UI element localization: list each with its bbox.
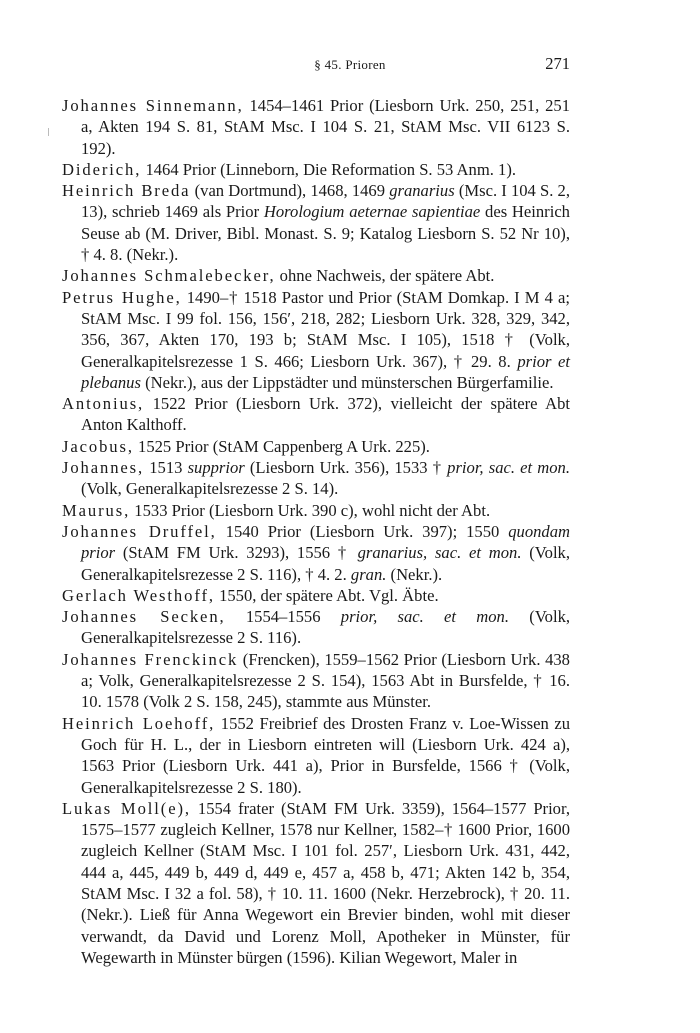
prior-name: Maurus, [62, 500, 131, 520]
running-head [0, 54, 700, 76]
latin-term: prior, sac. et mon. [447, 458, 570, 478]
page-number: 271 [545, 54, 570, 73]
prior-entry [62, 798, 570, 968]
prior-entry [62, 585, 570, 606]
entry-list [62, 95, 570, 968]
section-title: § 45. Prioren [314, 57, 386, 72]
latin-term: gran. [350, 564, 387, 584]
entry-text: 1490–† 1518 Pastor und Prior (StAM Domkap. I M 4 a; StAM Msc. I 99 fol. 156, 156′, 218, 282; Liesborn Urk. 328, 329, 342, 356, 367, Akten 170, 193 b; StAM Msc. I 105), 1518 † (Volk, Generalkapitelsrezesse 1 S. 466; Liesborn Urk. 367), † 29. 8. [81, 287, 570, 371]
entry-text: 1525 Prior (StAM Cappenberg A Urk. 225). [133, 436, 430, 456]
margin-mark [48, 128, 49, 136]
latin-term: granarius, sac. et mon. [357, 543, 522, 563]
prior-name: Johannes Sinnemann, [62, 96, 244, 115]
entry-text: 1464 Prior (Linneborn, Die Reformation S. 53 Anm. 1). [141, 159, 517, 179]
entry-text: des Heinrich Seuse ab (M. Driver, Bibl. Monast. S. 9; Katalog Liesborn S. 52 Nr 10), † 4. 8. (Nekr.). [81, 202, 570, 265]
prior-name: Diderich, [62, 159, 142, 179]
latin-term: Horologium aeternae sapientiae [263, 202, 481, 222]
entry-text: (van Dortmund), 1468, 1469 [190, 181, 390, 201]
latin-term: granarius [389, 181, 455, 201]
prior-name: Johannes Frenckinck [62, 649, 239, 669]
latin-term: quondam prior [81, 521, 570, 563]
prior-name: Heinrich Breda [62, 181, 191, 201]
latin-term: prior et plebanus [81, 351, 570, 392]
prior-name: Lukas Moll(e), [62, 798, 191, 818]
entry-text: (Nekr.), aus der Lippstädter und münsterschen Bürgerfamilie. [140, 372, 554, 392]
entry-text: 1554–1556 [225, 607, 341, 627]
entry-text: (Liesborn Urk. 356), 1533 † [244, 458, 448, 478]
prior-name: Johannes, [62, 458, 145, 478]
prior-entry [62, 159, 570, 180]
entry-text: (Msc. I 104 S. 2, 13), schrieb 1469 als Prior [81, 181, 571, 222]
latin-term: supprior [187, 458, 245, 478]
prior-name: Gerlach Westhoff, [62, 585, 215, 605]
prior-entry [62, 500, 570, 521]
entry-text: (Volk, Generalkapitelsrezesse 2 S. 116), † 4. 2. [81, 543, 570, 584]
prior-name: Johannes Schmalebecker, [62, 266, 276, 286]
entry-text: 1454–1461 Prior (Liesborn Urk. 250, 251, 251 a, Akten 194 S. 81, StAM Msc. I 104 S. 21, StAM Msc. VII 6123 S. 192). [81, 96, 570, 158]
prior-name: Jacobus, [62, 436, 134, 456]
prior-name: Antonius, [62, 394, 145, 414]
prior-entry [62, 606, 570, 649]
prior-name: Petrus Hughe, [62, 287, 182, 307]
entry-text: 1522 Prior (Liesborn Urk. 372), vielleicht der spätere Abt Anton Kalthoff. [81, 394, 570, 435]
prior-entry [62, 180, 570, 265]
entry-text: (Volk, Generalkapitelsrezesse 2 S. 116). [81, 607, 571, 648]
prior-name: Johannes Druffel, [62, 521, 217, 541]
prior-entry [62, 95, 570, 159]
prior-name: Heinrich Loehoff, [62, 713, 216, 733]
entry-text: (Frencken), 1559–1562 Prior (Liesborn Urk. 438 a; Volk, Generalkapitelsrezesse 2 S. 154), 1563 Abt in Bursfelde, † 16. 10. 1578 (Volk 2 S. 158, 245), stammte aus Münster. [81, 649, 570, 712]
prior-name: Johannes Secken, [62, 607, 226, 627]
entry-text: 1552 Freibrief des Drosten Franz v. Loe-Wissen zu Goch für H. L., der in Liesborn eintreten will (Liesborn Urk. 424 a), 1563 Prior (Liesborn Urk. 441 a), Prior in Bursfelde, 1566 † (Volk, Generalkapitelsrezesse 2 S. 180). [81, 713, 570, 797]
entry-text: 1513 [144, 458, 188, 478]
entry-text: 1540 Prior (Liesborn Urk. 397); 1550 [216, 521, 509, 541]
entry-text: ohne Nachweis, der spätere Abt. [275, 266, 495, 286]
entry-text: (StAM FM Urk. 3293), 1556 † [115, 543, 358, 563]
entry-text: (Nekr.). [386, 564, 443, 584]
prior-entry [62, 265, 570, 286]
entry-text: 1550, der spätere Abt. Vgl. Äbte. [214, 585, 439, 605]
prior-entry [62, 521, 570, 585]
prior-entry [62, 649, 570, 713]
entry-text: 1533 Prior (Liesborn Urk. 390 c), wohl nicht der Abt. [130, 500, 491, 520]
prior-entry [62, 436, 570, 457]
prior-entry [62, 393, 570, 436]
prior-entry [62, 287, 570, 393]
entry-text: 1554 frater (StAM FM Urk. 3359), 1564–1577 Prior, 1575–1577 zugleich Kellner, 1578 nur Kellner, 1582–† 1600 Prior, 1600 zugleich Kellner (StAM Msc. I 101 fol. 257′, Liesborn Urk. 431, 442, 444 a, 445, 449 b, 449 d, 449 e, 457 a, 458 b, 471; Akten 142 b, 354, StAM Msc. I 32 a fol. 58), † 10. 11. 1600 (Nekr. Herzebrock), † 20. 11. (Nekr.). Ließ für Anna Wegewort ein Brevier binden, wohl mit dieser verwandt, da David und Lorenz Moll, Apotheker in Münster, für Wegewarth in Münster bürgen (1596). Kilian Wegewort, Maler in [81, 798, 570, 967]
prior-entry [62, 457, 570, 500]
entry-text: (Volk, Generalkapitelsrezesse 2 S. 14). [81, 479, 339, 499]
latin-term: prior, sac. et mon. [340, 607, 510, 627]
prior-entry [62, 713, 570, 798]
